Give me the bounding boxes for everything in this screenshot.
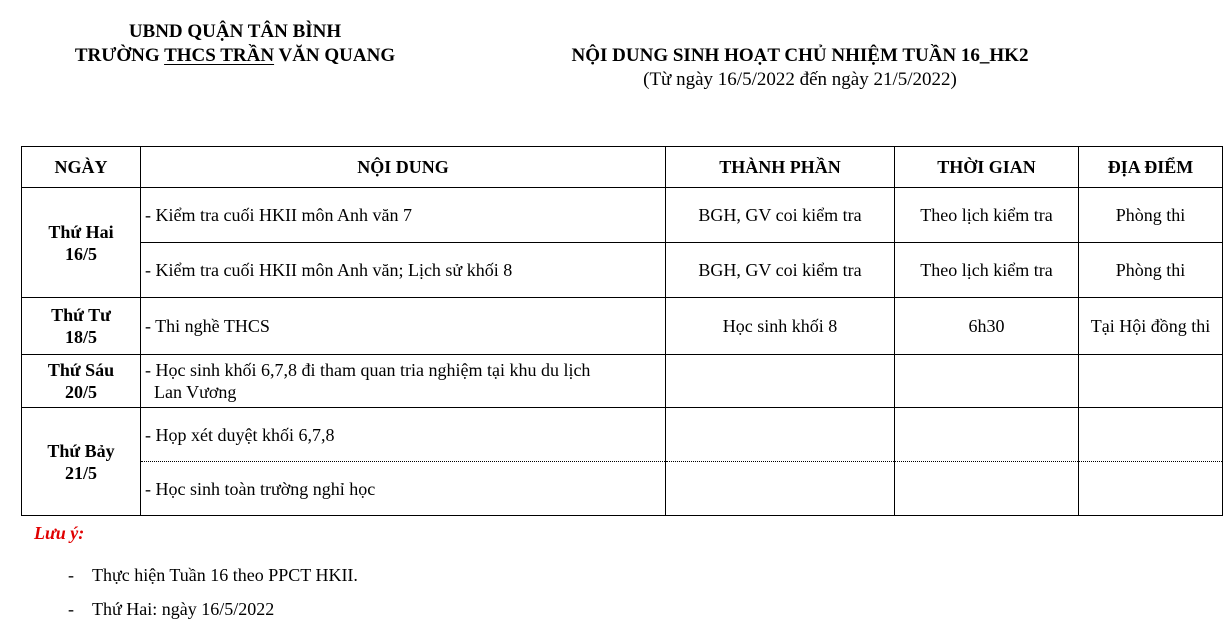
document-header bbox=[500, 44, 1100, 92]
content-cell: - Kiểm tra cuối HKII môn Anh văn; Lịch sử khối 8 bbox=[141, 243, 666, 298]
document-date-range: (Từ ngày 16/5/2022 đến ngày 21/5/2022) bbox=[643, 69, 957, 90]
content-cell: - Học sinh khối 6,7,8 đi tham quan tria nghiệm tại khu du lịch Lan Vương bbox=[141, 355, 666, 408]
table-row bbox=[22, 462, 1223, 516]
table-row bbox=[22, 243, 1223, 298]
table-row bbox=[22, 188, 1223, 243]
bullet-dash: - bbox=[68, 599, 74, 619]
participants-cell: Học sinh khối 8 bbox=[666, 298, 895, 355]
location-cell: Phòng thi bbox=[1079, 188, 1223, 243]
content-cell: - Kiểm tra cuối HKII môn Anh văn 7 bbox=[141, 188, 666, 243]
time-cell: 6h30 bbox=[895, 298, 1079, 355]
time-cell: Theo lịch kiểm tra bbox=[895, 243, 1079, 298]
table-row bbox=[22, 355, 1223, 408]
location-cell: Tại Hội đồng thi bbox=[1079, 298, 1223, 355]
notes-label: Lưu ý: bbox=[34, 523, 85, 543]
notes-list bbox=[34, 558, 358, 626]
location-cell bbox=[1079, 355, 1223, 408]
content-cell: - Học sinh toàn trường nghỉ học bbox=[141, 462, 666, 516]
column-header-time: THỜI GIAN bbox=[895, 147, 1079, 188]
column-header-participants: THÀNH PHẦN bbox=[666, 147, 895, 188]
participants-cell: BGH, GV coi kiểm tra bbox=[666, 243, 895, 298]
notes-section bbox=[34, 523, 358, 626]
day-cell: Thứ Hai 16/5 bbox=[22, 188, 141, 298]
list-item: - Thực hiện Tuần 16 theo PPCT HKII. bbox=[34, 558, 358, 592]
district-name: UBND QUẬN TÂN BÌNH bbox=[128, 21, 342, 42]
column-header-day: NGÀY bbox=[22, 147, 141, 188]
day-cell: Thứ Bảy 21/5 bbox=[22, 408, 141, 516]
day-cell: Thứ Tư 18/5 bbox=[22, 298, 141, 355]
column-header-location: ĐỊA ĐIỂM bbox=[1079, 147, 1223, 188]
list-item: - Thứ Hai: ngày 16/5/2022 bbox=[34, 592, 358, 626]
bullet-dash: - bbox=[68, 565, 74, 585]
participants-cell: BGH, GV coi kiểm tra bbox=[666, 188, 895, 243]
time-cell: Theo lịch kiểm tra bbox=[895, 188, 1079, 243]
document-title: NỘI DUNG SINH HOẠT CHỦ NHIỆM TUẦN 16_HK2 bbox=[571, 45, 1029, 66]
participants-cell bbox=[666, 462, 895, 516]
table-row bbox=[22, 298, 1223, 355]
participants-cell bbox=[666, 355, 895, 408]
content-cell: - Họp xét duyệt khối 6,7,8 bbox=[141, 408, 666, 462]
table-header-row bbox=[22, 147, 1223, 188]
school-header bbox=[40, 20, 430, 68]
participants-cell bbox=[666, 408, 895, 462]
table-row bbox=[22, 408, 1223, 462]
time-cell bbox=[895, 462, 1079, 516]
time-cell bbox=[895, 355, 1079, 408]
school-name: TRƯỜNG THCS TRẦN VĂN QUANG bbox=[74, 45, 396, 66]
location-cell: Phòng thi bbox=[1079, 243, 1223, 298]
column-header-content: NỘI DUNG bbox=[141, 147, 666, 188]
schedule-table bbox=[21, 146, 1223, 516]
location-cell bbox=[1079, 408, 1223, 462]
day-cell: Thứ Sáu 20/5 bbox=[22, 355, 141, 408]
content-cell: - Thi nghề THCS bbox=[141, 298, 666, 355]
location-cell bbox=[1079, 462, 1223, 516]
time-cell bbox=[895, 408, 1079, 462]
